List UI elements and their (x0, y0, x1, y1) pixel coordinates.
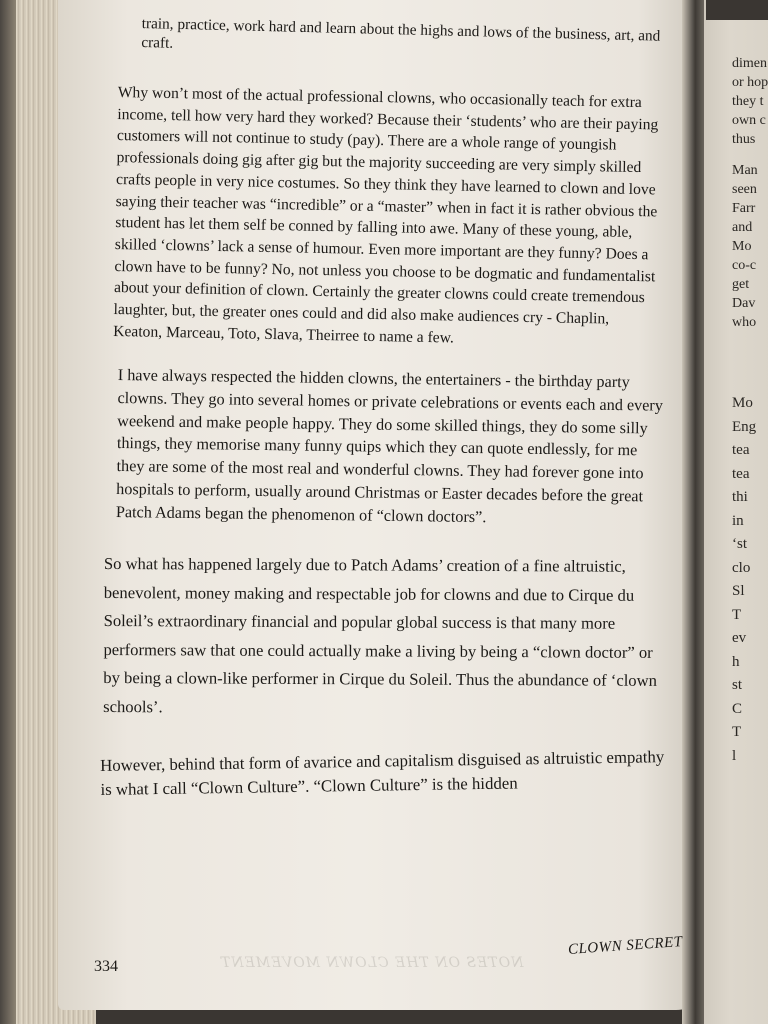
page-number: 334 (94, 958, 118, 975)
page-body-text (96, 14, 678, 802)
facing-line: ev (732, 630, 747, 646)
facing-page-text-top (732, 54, 768, 332)
facing-line: own c (732, 113, 766, 128)
facing-line: Eng (732, 418, 757, 435)
facing-line: Dav (732, 296, 756, 311)
facing-line: Mo (732, 395, 753, 411)
paragraph: Why won’t most of the actual professional clowns, who occasionally teach for extra income, tell how very hard they worked? Because their ‘students’ who are their paying customers will not continue to study (pay). There are a whole range of youngish professionals doing gig after gig but the majority succeeding are very simply skilled crafts people in very nice costumes. So they think they have learned to clown and love saying their teacher was “incredible” or a “master” when in fact it is rather obvious the student has let them self be conned by falling into awe. Many of these young, able, skilled ‘clowns’ lack a sense of humour. Even more important are they funny? Does a clown have to be funny? No, not unless you choose to be dogmatic and fundamentalist about your definition of clown. Certainly the greater clowns could create tremendous laughter, but, the greater ones could and did also make audiences cry - Chaplin, Keaton, Marceau, Toto, Slava, Theirree to name a few. (113, 83, 659, 347)
paragraph: I have always respected the hidden clowns, the entertainers - the birthday party clowns. They go into several homes or private celebrations or events each and every weekend and make people happy. They do some skilled things, they do some silly things, they memorise many funny quips which they can quote endlessly, for me they are some of the most real and wonderful clowns. They had forever gone into hospitals to perform, usually around Christmas or Easter decades before the great Patch Adams began the phenomenon of “clown doctors”. (115, 366, 663, 527)
facing-line: thi (732, 489, 748, 505)
facing-line: or hop (732, 75, 768, 90)
paragraph: train, practice, work hard and learn about the highs and lows of the business, art, and craft. (141, 14, 661, 52)
facing-line: C (732, 700, 743, 717)
book-gutter (682, 0, 704, 1024)
running-title: CLOWN SECRET (567, 934, 684, 958)
facing-line: who (732, 315, 757, 330)
facing-line: in (732, 512, 744, 529)
facing-line: Farr (732, 201, 756, 216)
facing-line: T (732, 724, 742, 740)
paragraph: However, behind that form of avarice and capitalism disguised as altruistic empathy is what I call “Clown Culture”. “Clown Culture” is the hidden (100, 746, 665, 799)
facing-line: tea (732, 465, 750, 482)
facing-line: h (732, 653, 740, 670)
facing-line: co-c (732, 258, 757, 273)
facing-line: dimen (732, 56, 767, 71)
facing-line: l (732, 747, 737, 764)
facing-line: seen (732, 182, 757, 197)
facing-line: they t (732, 94, 764, 109)
facing-line: get (732, 277, 750, 292)
bleed-through-text: NOTES ON THE CLOWN MOVEMENT (220, 955, 524, 971)
facing-line: st (732, 677, 743, 693)
facing-line: clo (732, 559, 751, 576)
facing-line: Sl (732, 583, 745, 599)
facing-line: tea (732, 442, 750, 458)
paragraph: So what has happened largely due to Patch Adams’ creation of a fine altruistic, benevolent, money making and respectable job for clowns and due to Cirque du Soleil’s extraordinary financial and popular global success is that many more performers saw that one could actually make a living by being a “clown doctor” or by being a clown-like performer in Cirque du Soleil. Thus the abundance of ‘clown schools’. (103, 554, 657, 717)
facing-line: and (732, 220, 753, 235)
facing-line: Man (732, 163, 758, 178)
facing-page-text-bottom (732, 392, 768, 768)
facing-line: T (732, 606, 742, 623)
book-spine-shadow (0, 0, 16, 1024)
facing-line: ‘st (732, 536, 747, 552)
facing-line: thus (732, 132, 756, 147)
facing-line: Mo (732, 239, 752, 254)
